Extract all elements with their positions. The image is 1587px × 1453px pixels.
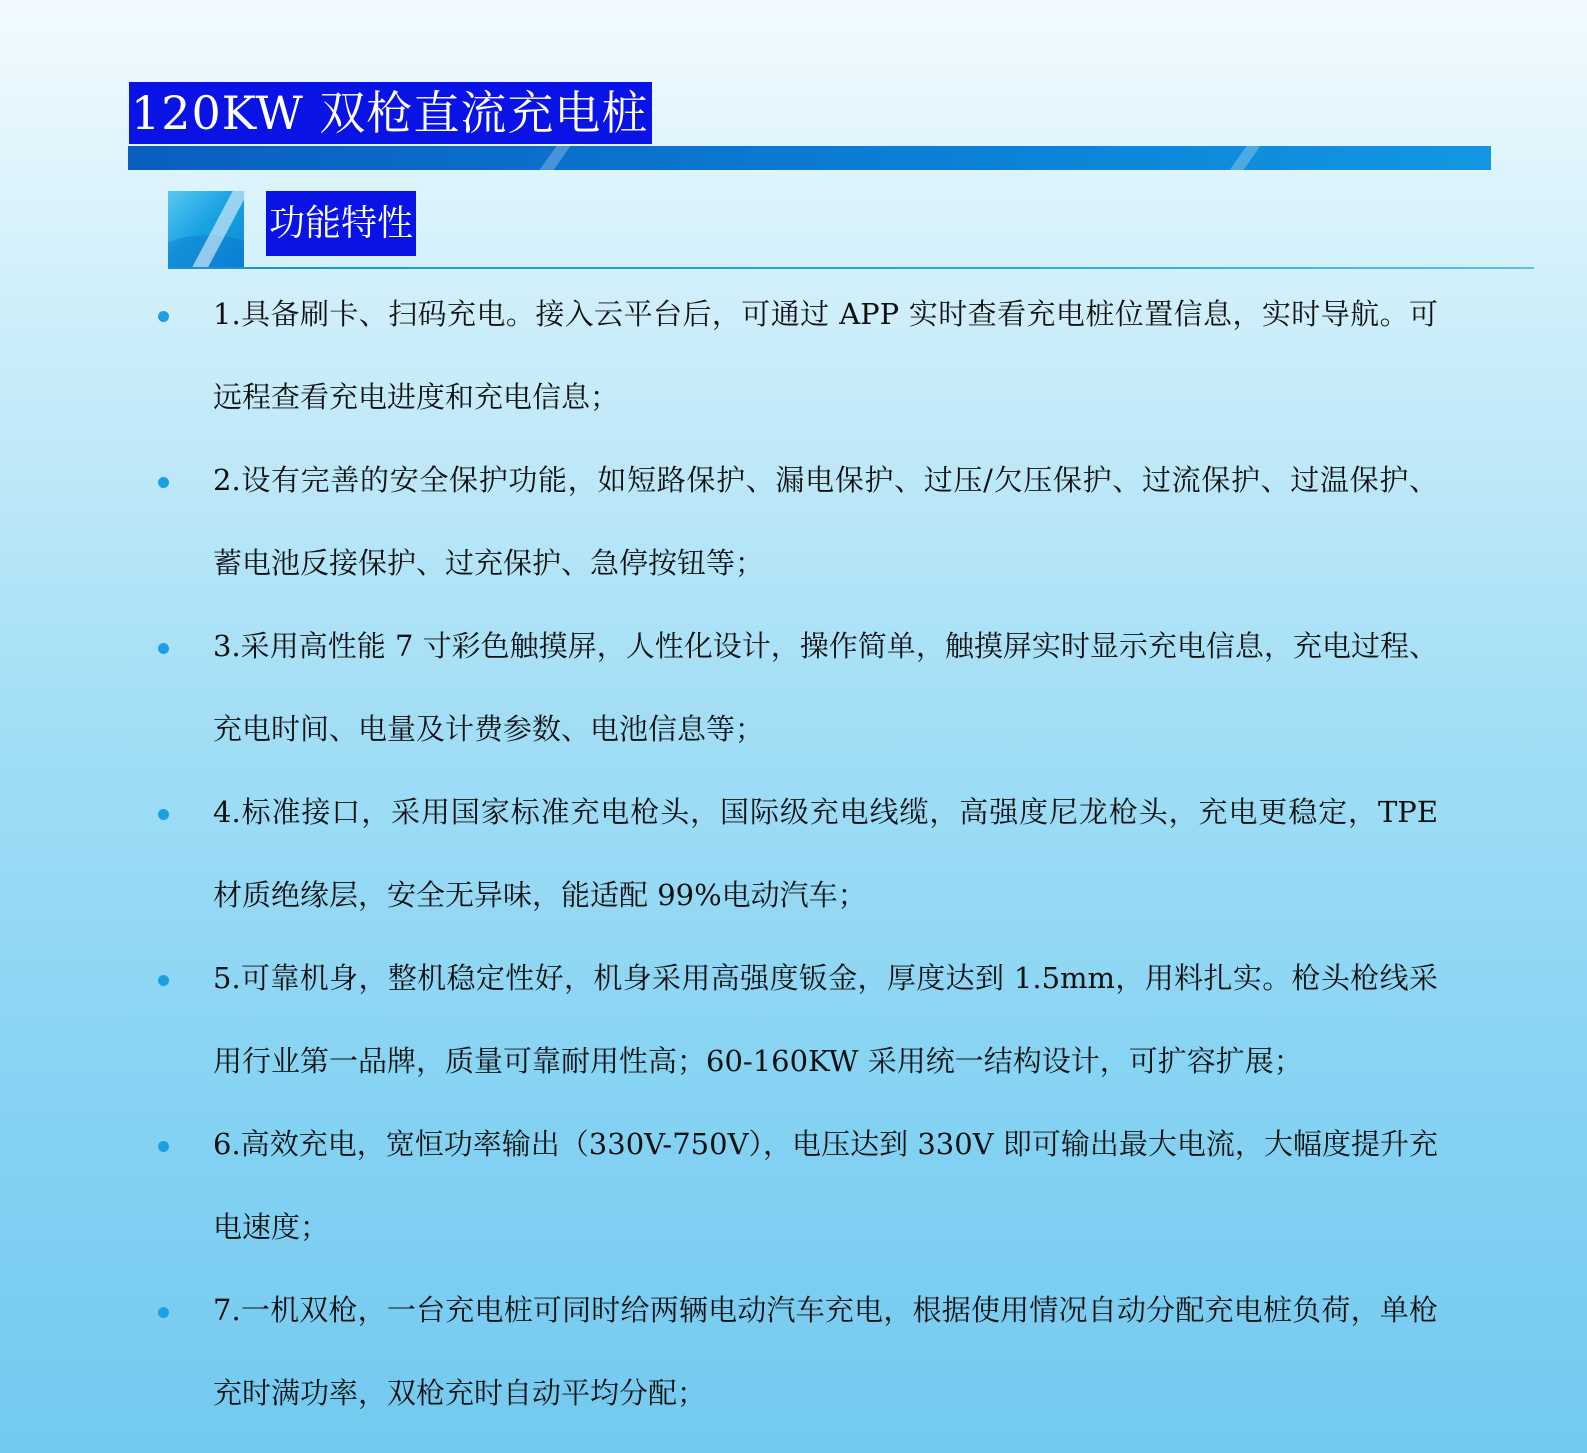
stripe-accent xyxy=(1230,146,1261,170)
feature-text: 3.采用高性能 7 寸彩色触摸屏，人性化设计，操作简单，触摸屏实时显示充电信息，充电过程、充电时间、电量及计费参数、电池信息等； xyxy=(213,629,1438,746)
section-divider xyxy=(168,267,1534,269)
bullet-icon xyxy=(158,643,169,654)
bullet-icon xyxy=(158,1307,169,1318)
bullet-icon xyxy=(158,1141,169,1152)
blue-square-emblem-icon xyxy=(168,191,244,267)
section-title: 功能特性 xyxy=(266,191,416,256)
stripe-accent xyxy=(540,146,571,170)
feature-text: 4.标准接口，采用国家标准充电枪头，国际级充电线缆，高强度尼龙枪头，充电更稳定，TPE 材质绝缘层，安全无异味，能适配 99%电动汽车； xyxy=(213,795,1438,912)
feature-text: 2.设有完善的安全保护功能，如短路保护、漏电保护、过压/欠压保护、过流保护、过温保护、蓄电池反接保护、过充保护、急停按钮等； xyxy=(213,463,1438,580)
feature-text: 6.高效充电，宽恒功率输出（330V-750V），电压达到 330V 即可输出最大电流，大幅度提升充电速度； xyxy=(213,1127,1438,1244)
header-stripe xyxy=(128,146,1491,170)
bullet-icon xyxy=(158,477,169,488)
bullet-icon xyxy=(158,809,169,820)
bullet-icon xyxy=(158,311,169,322)
feature-text: 1.具备刷卡、扫码充电。接入云平台后，可通过 APP 实时查看充电桩位置信息，实时导航。可远程查看充电进度和充电信息； xyxy=(213,297,1438,414)
page-title: 120KW 双枪直流充电桩 xyxy=(129,82,652,144)
feature-text: 5.可靠机身，整机稳定性好，机身采用高强度钣金，厚度达到 1.5mm，用料扎实。枪头枪线采用行业第一品牌，质量可靠耐用性高；60-160KW 采用统一结构设计，可扩容扩展； xyxy=(213,961,1438,1078)
feature-text: 7.一机双枪，一台充电桩可同时给两辆电动汽车充电，根据使用情况自动分配充电桩负荷，单枪充时满功率，双枪充时自动平均分配； xyxy=(213,1293,1438,1410)
bullet-icon xyxy=(158,975,169,986)
